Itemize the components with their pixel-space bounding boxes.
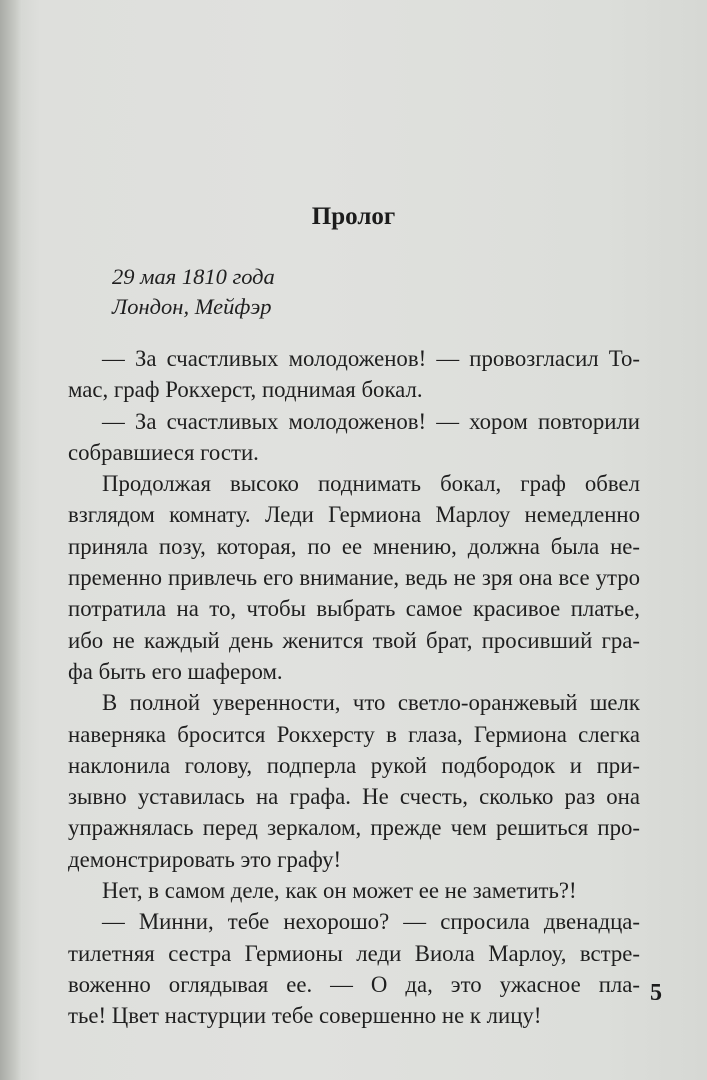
text-line: потратила на то, чтобы выбрать самое красивое платье, [68,596,640,622]
text-line: Продолжая высоко поднимать бокал, граф обвел [102,471,640,497]
text-line: фа быть его шафером. [68,658,283,684]
text-line: В полной уверенности, что светло-оранжевый шелк [102,690,640,716]
text-line: тилетняя сестра Гермионы леди Виола Марлоу, встре- [68,940,640,966]
text-line: — За счастливых молодоженов! — провозгласил То- [102,346,640,371]
text-line: собравшиеся гости. [68,439,259,465]
text-line: демонстрировать это графу! [68,846,342,872]
text-line: зывно уставилась на графа. Не счесть, сколько раз она [68,784,640,810]
text-line: упражнялась перед зеркалом, прежде чем решиться про- [68,815,640,841]
text-line: взглядом комнату. Леди Гермиона Марлоу немедленно [68,502,640,528]
book-spine-shadow [0,0,22,1080]
page-number: 5 [650,980,662,1006]
body-text [68,343,640,1032]
text-line: тье! Цвет настурции тебе совершенно не к лицу! [68,1003,542,1029]
text-line: Нет, в самом деле, как он может ее не заметить?! [102,878,577,904]
text-line: наверняка бросится Рокхерсту в глаза, Гермиона слегка [68,721,640,747]
text-line: — Минни, тебе нехорошо? — спросила двенадца- [102,909,640,935]
text-line: воженно оглядывая ее. — О да, это ужасное пла- [68,971,640,997]
chapter-title: Пролог [311,203,396,230]
text-line: пременно привлечь его внимание, ведь не зря она все утро [68,565,640,591]
chapter-place: Лондон, Мейфэр [112,294,272,319]
text-line: — За счастливых молодоженов! — хором повторили [102,408,640,434]
text-line: приняла позу, которая, по ее мнению, должна была не- [68,533,640,559]
text-line: ибо не каждый день женится твой брат, просивший гра- [68,627,640,653]
text-line: наклонила голову, подперла рукой подбородок и при- [68,752,640,778]
chapter-epigraph [112,262,275,322]
text-line: мас, граф Рокхерст, поднимая бокал. [68,377,423,403]
chapter-date: 29 мая 1810 года [112,264,275,289]
